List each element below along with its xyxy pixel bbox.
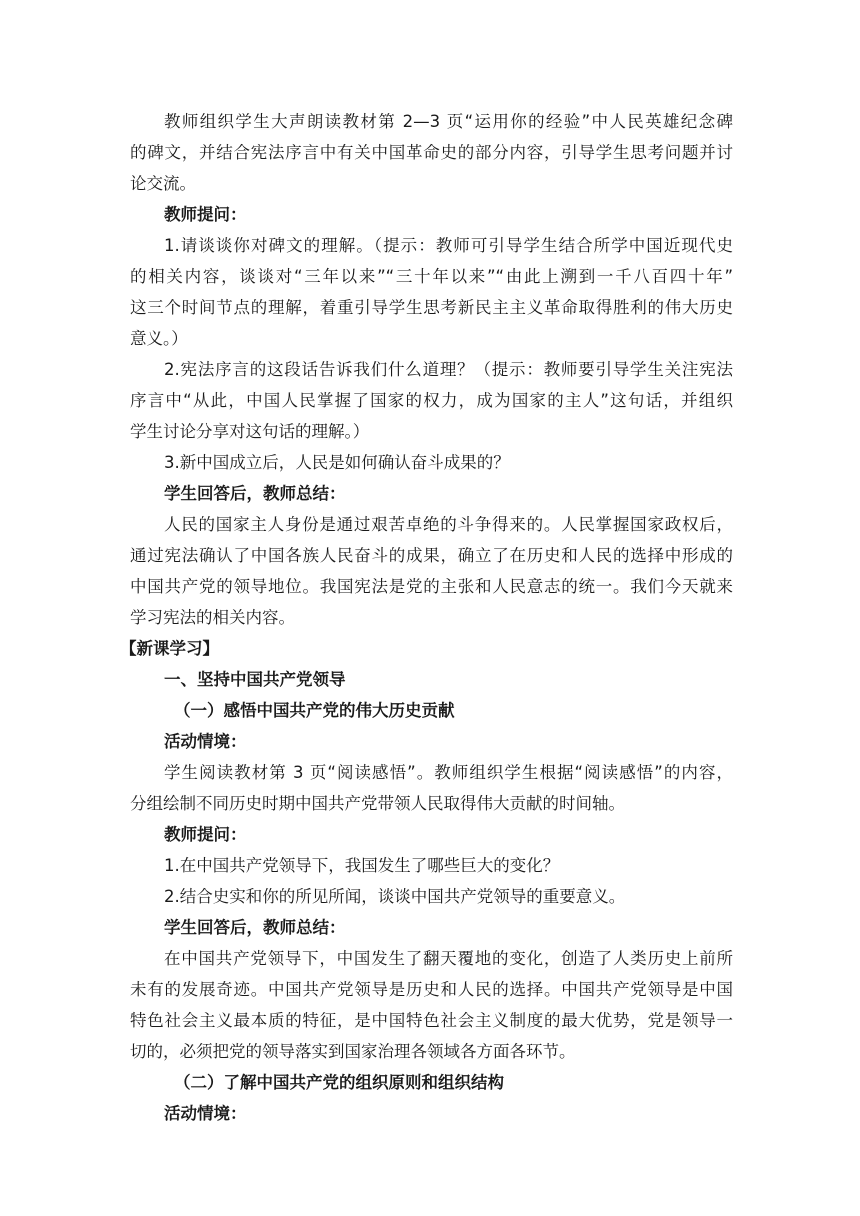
- intro-paragraph-line: 的碑文，并结合宪法序言中有关中国革命史的部分内容，引导学生思考问题并讨: [130, 143, 733, 162]
- summary-line: 未有的发展奇迹。中国共产党领导是历史和人民的选择。中国共产党领导是中国: [130, 980, 733, 999]
- sub1-question-2: 2.结合史实和你的所见所闻，谈谈中国共产党领导的重要意义。: [164, 887, 626, 906]
- teacher-question-heading: 教师提问：: [164, 825, 247, 844]
- summary-line: 人民的国家主人身份是通过艰苦卓绝的斗争得来的。人民掌握国家政权后，: [164, 515, 733, 534]
- summary-line: 通过宪法确认了中国各族人民奋斗的成果，确立了在历史和人民的选择中形成的: [130, 546, 733, 565]
- summary-line: 特色社会主义最本质的特征，是中国特色社会主义制度的最大优势，党是领导一: [130, 1011, 733, 1030]
- activity-heading: 活动情境：: [164, 1104, 247, 1123]
- summary-line: 中国共产党的领导地位。我国宪法是党的主张和人民意志的统一。我们今天就来: [130, 577, 733, 596]
- question-1-line: 意义。）: [130, 329, 188, 348]
- activity-line: 分组绘制不同历史时期中国共产党带领人民取得伟大贡献的时间轴。: [130, 794, 625, 813]
- section-1-heading: 一、坚持中国共产党领导: [164, 670, 346, 689]
- question-1-line: 1.请谈谈你对碑文的理解。（提示：教师可引导学生结合所学中国近现代史: [164, 236, 733, 255]
- intro-paragraph-line: 论交流。: [130, 174, 196, 193]
- summary-line: 在中国共产党领导下，中国发生了翻天覆地的变化，创造了人类历史上前所: [164, 949, 733, 968]
- question-1-line: 的相关内容，谈谈对“三年以来”“三十年以来”“由此上溯到一千八百四十年”: [130, 267, 733, 286]
- question-2-line: 学生讨论分享对这句话的理解。）: [130, 422, 370, 441]
- question-3: 3.新中国成立后，人民是如何确认奋斗成果的？: [164, 453, 510, 472]
- subsection-1-title: （一）感悟中国共产党的伟大历史贡献: [174, 701, 455, 720]
- teacher-question-heading: 教师提问：: [164, 205, 247, 224]
- activity-heading: 活动情境：: [164, 732, 247, 751]
- question-2-line: 序言中“从此，中国人民掌握了国家的权力，成为国家的主人”这句话，并组织: [130, 391, 733, 410]
- summary-line: 学习宪法的相关内容。: [130, 608, 295, 627]
- intro-paragraph-line: 教师组织学生大声朗读教材第 2—3 页“运用你的经验”中人民英雄纪念碑: [164, 112, 733, 131]
- sub1-question-1: 1.在中国共产党领导下，我国发生了哪些巨大的变化？: [164, 856, 560, 875]
- question-1-line: 这三个时间节点的理解，着重引导学生思考新民主主义革命取得胜利的伟大历史: [130, 298, 733, 317]
- summary-line: 切的，必须把党的领导落实到国家治理各领域各方面各环节。: [130, 1042, 576, 1061]
- new-lesson-heading: 【新课学习】: [120, 639, 219, 658]
- activity-line: 学生阅读教材第 3 页“阅读感悟”。教师组织学生根据“阅读感悟”的内容，: [164, 763, 733, 782]
- question-2-line: 2.宪法序言的这段话告诉我们什么道理？（提示：教师要引导学生关注宪法: [164, 360, 733, 379]
- summary-heading: 学生回答后，教师总结：: [164, 484, 346, 503]
- summary-heading: 学生回答后，教师总结：: [164, 918, 346, 937]
- subsection-2-title: （二）了解中国共产党的组织原则和组织结构: [174, 1073, 504, 1092]
